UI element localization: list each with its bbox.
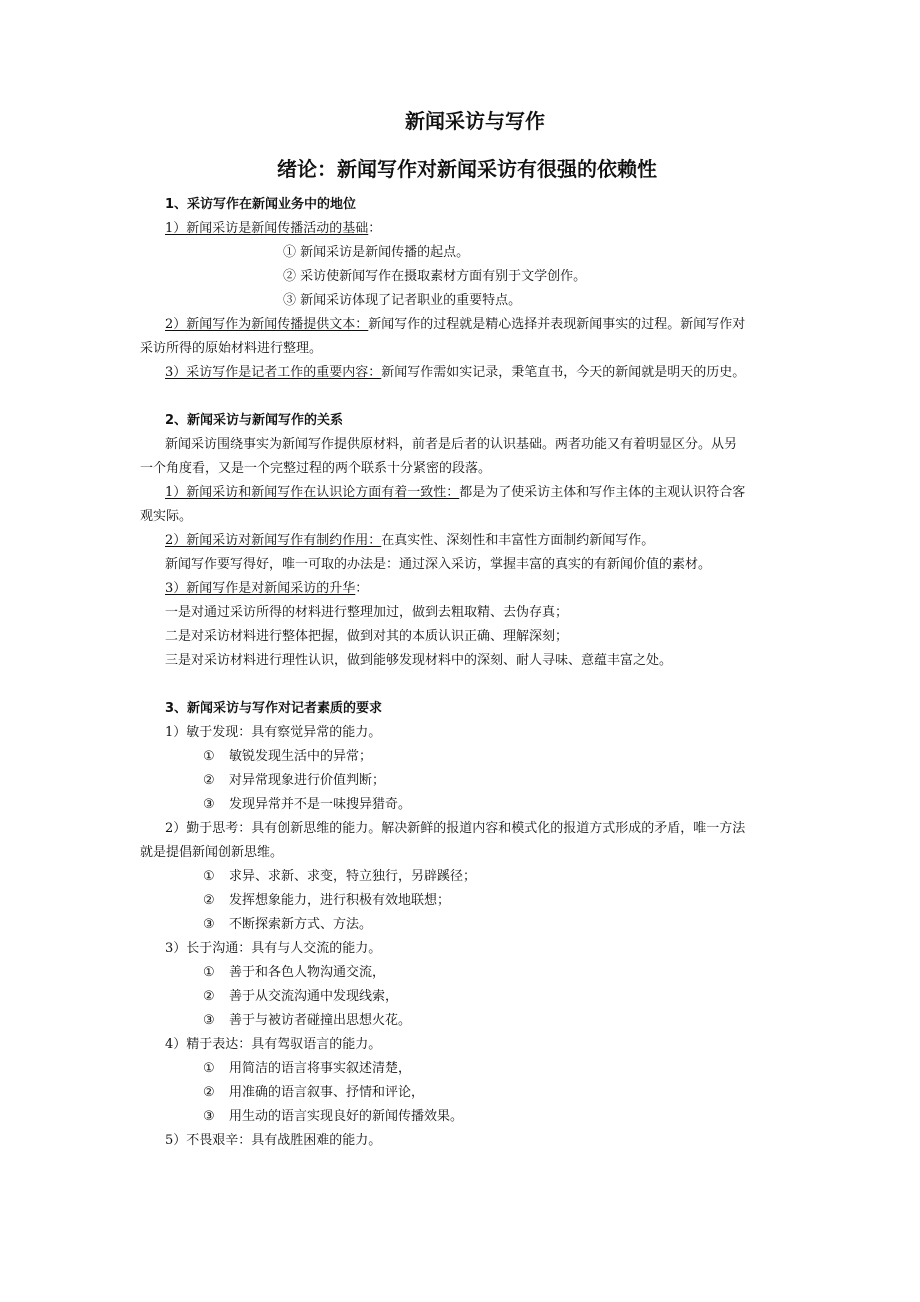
item-marker: ③	[203, 797, 215, 812]
s3-q1-item-1	[203, 748, 372, 766]
item-text: 善于与被访者碰撞出思想火花。	[229, 1013, 412, 1028]
s2-point-3	[165, 580, 368, 598]
item-text: 善于从交流沟通中发现线索，	[229, 989, 399, 1004]
item-marker: ①	[203, 869, 215, 884]
s2-point-2-extra: 新闻写作要写得好，唯一可取的办法是：通过深入采访，掌握丰富的真实的有新闻价值的素材。	[165, 557, 712, 572]
item-marker: ②	[203, 893, 215, 908]
item-marker: ③	[203, 917, 215, 932]
item-text: 发现异常并不是一味搜异猎奇。	[229, 797, 412, 812]
s2-point-1-continued: 观实际。	[140, 509, 193, 524]
s2-p3-item-2: 二是对采访材料进行整体把握，做到对其的本质认识正确、理解深刻；	[165, 629, 569, 644]
s3-quality-3: 3）长于沟通：具有与人交流的能力。	[165, 941, 382, 956]
item-text: 敏锐发现生活中的异常；	[229, 749, 373, 764]
section-1-heading: 1、采访写作在新闻业务中的地位	[165, 197, 357, 212]
s1-point-3-text: 新闻写作需如实记录，秉笔直书，今天的新闻就是明天的历史。	[381, 365, 746, 380]
s2-point-1-text: 都是为了使采访主体和写作主体的主观认识符合客	[459, 485, 746, 500]
s1-point-3-label: 3）采访写作是记者工作的重要内容：	[165, 365, 382, 380]
item-marker: ②	[203, 773, 215, 788]
item-text: 用生动的语言实现良好的新闻传播效果。	[229, 1109, 464, 1124]
item-marker: ②	[203, 989, 215, 1004]
s1-p1-item-1: ① 新闻采访是新闻传播的起点。	[283, 245, 470, 260]
s3-q2-item-2	[203, 892, 450, 910]
s3-q2-item-1	[203, 868, 476, 886]
s1-point-2-label: 2）新闻写作为新闻传播提供文本：	[165, 317, 369, 332]
s1-point-2	[165, 316, 745, 334]
s2-point-1-label: 1）新闻采访和新闻写作在认识论方面有着一致性：	[165, 485, 460, 500]
s2-intro-continued: 一个角度看，又是一个完整过程的两个联系十分紧密的段落。	[140, 461, 492, 476]
s3-q1-item-2	[203, 772, 385, 790]
s2-point-3-colon: ：	[355, 581, 369, 596]
s2-point-1	[165, 484, 745, 502]
s3-quality-1: 1）敏于发现：具有察觉异常的能力。	[165, 725, 382, 740]
item-text: 求异、求新、求变，特立独行，另辟蹊径；	[229, 869, 477, 884]
item-marker: ③	[203, 1013, 215, 1028]
s3-quality-2-continued: 就是提倡新闻创新思维。	[140, 845, 284, 860]
item-text: 用简洁的语言将事实叙述清楚，	[229, 1061, 412, 1076]
section-3-heading: 3、新闻采访与写作对记者素质的要求	[165, 701, 383, 716]
item-marker: ①	[203, 965, 215, 980]
s2-point-3-label: 3）新闻写作是对新闻采访的升华	[165, 581, 356, 596]
s1-point-1	[165, 220, 381, 238]
s1-p1-item-3: ③ 新闻采访体现了记者职业的重要特点。	[283, 293, 522, 308]
s3-q4-item-1	[203, 1060, 411, 1078]
s2-point-2	[165, 532, 654, 550]
s2-point-2-text: 在真实性、深刻性和丰富性方面制约新闻写作。	[381, 533, 655, 548]
item-marker: ①	[203, 749, 215, 764]
item-text: 不断探索新方式、方法。	[229, 917, 373, 932]
item-text: 善于和各色人物沟通交流，	[229, 965, 386, 980]
s2-intro: 新闻采访围绕事实为新闻写作提供原材料，前者是后者的认识基础。两者功能又有着明显区分。从另	[165, 437, 738, 452]
s1-point-2-continued: 采访所得的原始材料进行整理。	[140, 341, 323, 356]
item-text: 发挥想象能力，进行积极有效地联想；	[229, 893, 451, 908]
s1-point-1-colon: ：	[368, 221, 382, 236]
s3-q1-item-3	[203, 796, 411, 814]
item-text: 对异常现象进行价值判断；	[229, 773, 386, 788]
s1-point-1-label: 1）新闻采访是新闻传播活动的基础	[165, 221, 369, 236]
document-title: 新闻采访与写作	[405, 109, 545, 133]
item-marker: ②	[203, 1085, 215, 1100]
s3-q3-item-2	[203, 988, 398, 1006]
s2-p3-item-3: 三是对采访材料进行理性认识，做到能够发现材料中的深刻、耐人寻味、意蕴丰富之处。	[165, 653, 673, 668]
section-2-heading: 2、新闻采访与新闻写作的关系	[165, 413, 344, 428]
s1-point-3	[165, 364, 745, 382]
item-marker: ③	[203, 1109, 215, 1124]
s3-quality-2: 2）勤于思考：具有创新思维的能力。解决新鲜的报道内容和模式化的报道方式形成的矛盾，唯一方法	[165, 821, 746, 836]
s2-p3-item-1: 一是对通过采访所得的材料进行整理加过，做到去粗取精、去伪存真；	[165, 605, 569, 620]
s3-q3-item-1	[203, 964, 385, 982]
item-text: 用准确的语言叙事、抒情和评论，	[229, 1085, 425, 1100]
item-marker: ①	[203, 1061, 215, 1076]
s2-point-2-label: 2）新闻采访对新闻写作有制约作用：	[165, 533, 382, 548]
s1-p1-item-2: ② 采访使新闻写作在摄取素材方面有别于文学创作。	[283, 269, 587, 284]
s3-quality-5: 5）不畏艰辛：具有战胜困难的能力。	[165, 1133, 382, 1148]
s3-quality-4: 4）精于表达：具有驾驭语言的能力。	[165, 1037, 382, 1052]
s1-point-2-text: 新闻写作的过程就是精心选择并表现新闻事实的过程。新闻写作对	[368, 317, 746, 332]
s3-q3-item-3	[203, 1012, 411, 1030]
s3-q2-item-3	[203, 916, 372, 934]
s3-q4-item-2	[203, 1084, 424, 1102]
document-subtitle: 绪论：新闻写作对新闻采访有很强的依赖性	[277, 157, 657, 181]
s3-q4-item-3	[203, 1108, 463, 1126]
